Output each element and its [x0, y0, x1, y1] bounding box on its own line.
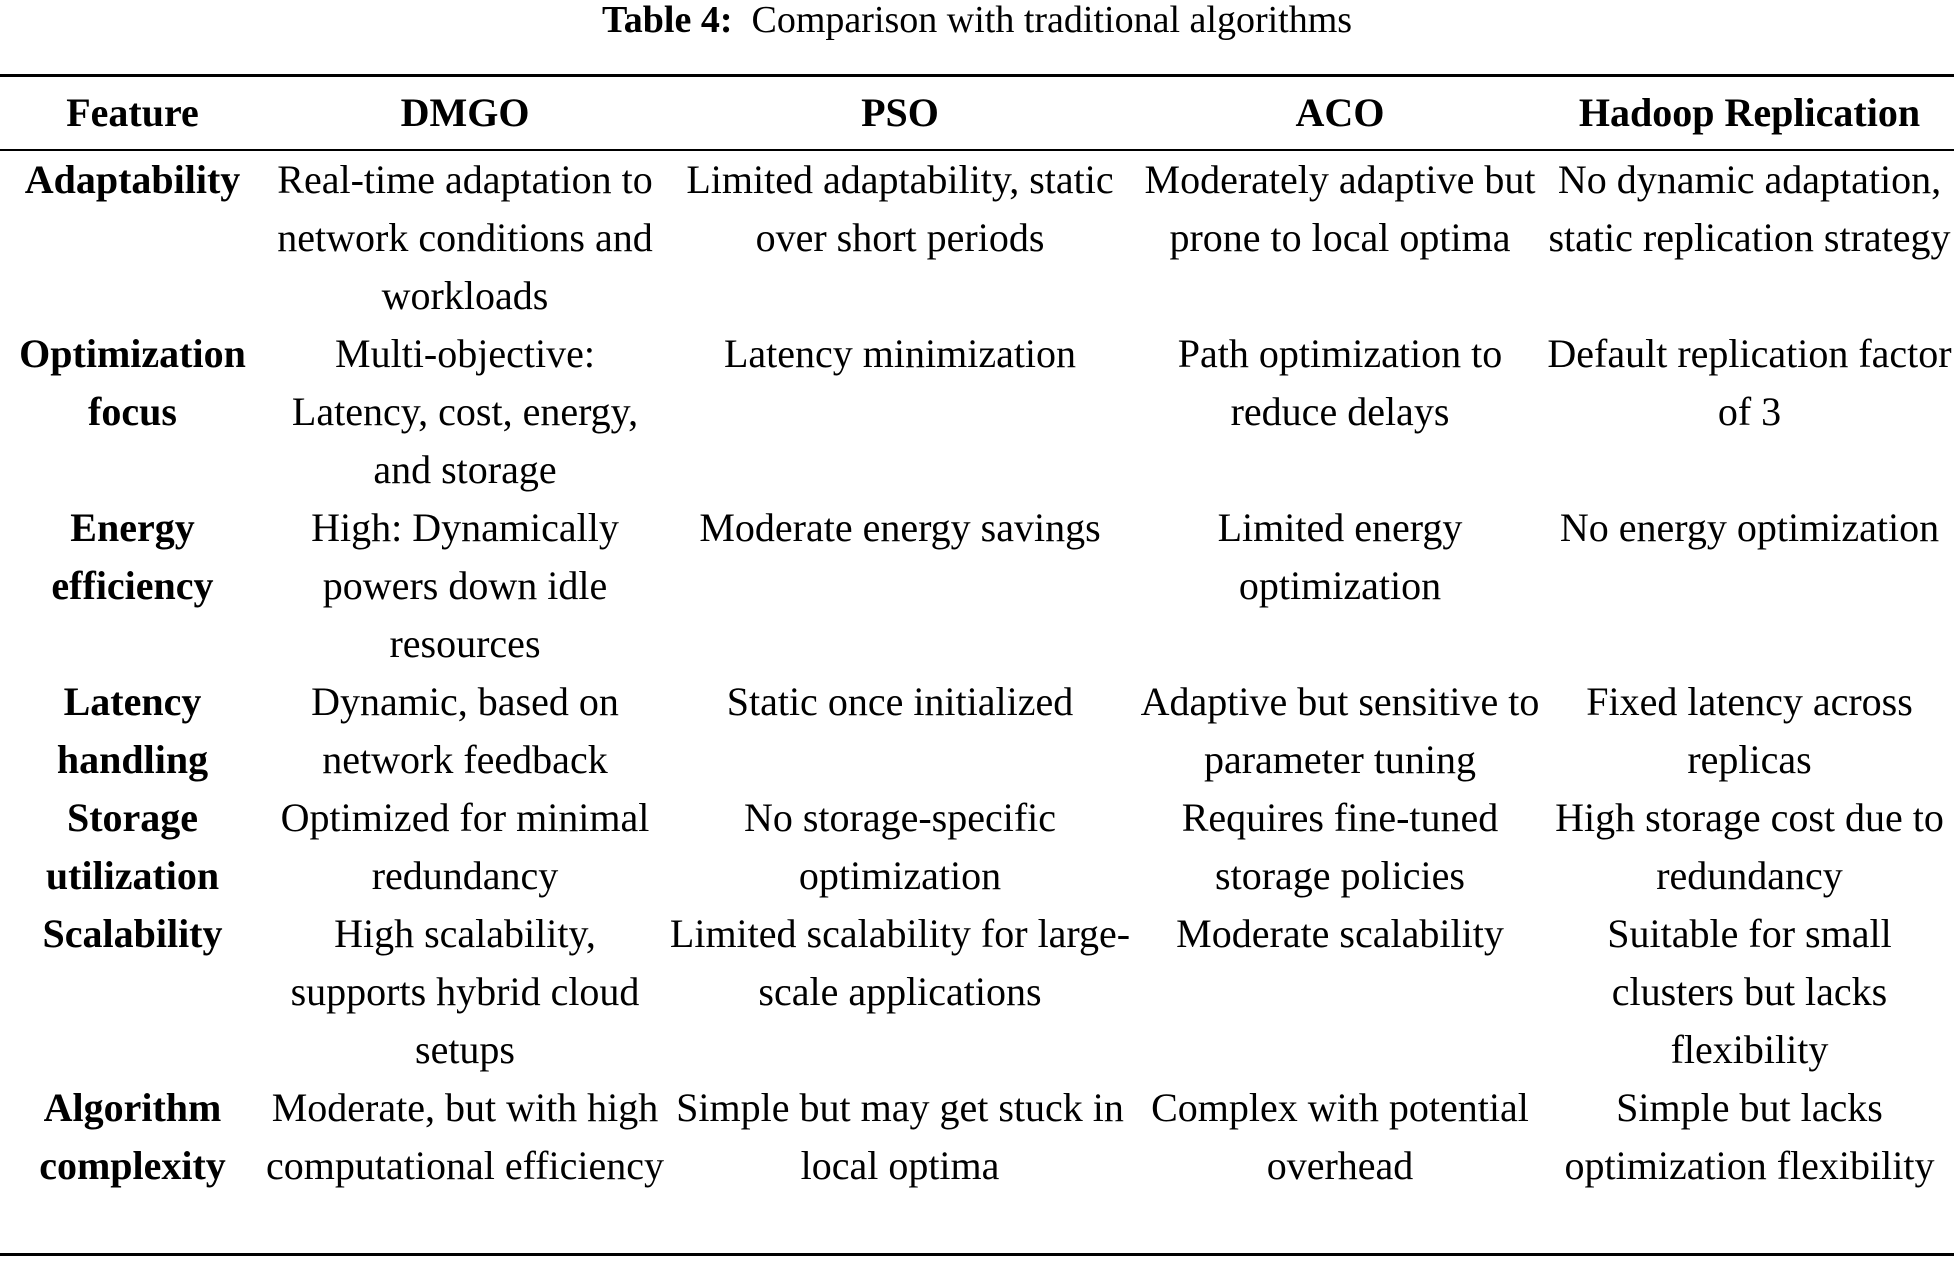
table-row — [0, 150, 1954, 325]
hadoop-cell: No energy optimization — [1559, 505, 1940, 550]
header-feature: Feature — [66, 90, 199, 135]
table-caption — [0, 0, 1954, 40]
table-row — [0, 325, 1954, 499]
dmgo-cell: Moderate, but with high computational efficiency — [266, 1085, 664, 1188]
feature-cell: Latency handling — [56, 679, 209, 782]
dmgo-cell: High: Dynamically powers down idle resources — [311, 505, 619, 666]
table-row — [0, 1079, 1954, 1255]
feature-cell: Storage utilization — [45, 795, 220, 898]
feature-cell: Adaptability — [24, 157, 241, 202]
pso-cell: Limited scalability for large-scale applications — [669, 911, 1131, 1014]
feature-cell: Scalability — [42, 911, 223, 956]
dmgo-cell: Optimized for minimal redundancy — [280, 795, 650, 898]
hadoop-cell: Fixed latency across replicas — [1586, 679, 1913, 782]
table-row — [0, 905, 1954, 1079]
pso-cell: Simple but may get stuck in local optima — [676, 1085, 1124, 1188]
feature-cell: Optimization focus — [19, 331, 246, 434]
feature-cell: Algorithm complexity — [39, 1085, 226, 1188]
caption-text: Comparison with traditional algorithms — [751, 0, 1353, 41]
comparison-table — [0, 74, 1954, 1256]
pso-cell: No storage-specific optimization — [743, 795, 1057, 898]
aco-cell: Moderately adaptive but prone to local optima — [1144, 157, 1536, 260]
header-aco: ACO — [1295, 90, 1385, 135]
aco-cell: Requires fine-tuned storage policies — [1181, 795, 1499, 898]
table-row — [0, 499, 1954, 673]
header-row — [0, 76, 1954, 151]
hadoop-cell: Default replication factor of 3 — [1547, 331, 1952, 434]
aco-cell: Complex with potential overhead — [1151, 1085, 1529, 1188]
header-pso: PSO — [861, 90, 939, 135]
header-hadoop: Hadoop Replication — [1578, 90, 1921, 135]
hadoop-cell: Simple but lacks optimization flexibility — [1564, 1085, 1935, 1188]
table-row — [0, 789, 1954, 905]
table-row — [0, 673, 1954, 789]
pso-cell: Moderate energy savings — [699, 505, 1101, 550]
caption-label: Table 4: — [601, 0, 733, 41]
header-dmgo: DMGO — [400, 90, 530, 135]
aco-cell: Moderate scalability — [1176, 911, 1504, 956]
feature-cell: Energy efficiency — [51, 505, 214, 608]
pso-cell: Static once initialized — [726, 679, 1074, 724]
aco-cell: Path optimization to reduce delays — [1177, 331, 1503, 434]
aco-cell: Limited energy optimization — [1217, 505, 1463, 608]
pso-cell: Limited adaptability, static over short periods — [686, 157, 1114, 260]
hadoop-cell: Suitable for small clusters but lacks flexibility — [1607, 911, 1892, 1072]
aco-cell: Adaptive but sensitive to parameter tuning — [1140, 679, 1540, 782]
dmgo-cell: Real-time adaptation to network conditions and workloads — [277, 157, 653, 318]
hadoop-cell: High storage cost due to redundancy — [1555, 795, 1944, 898]
dmgo-cell: High scalability, supports hybrid cloud setups — [290, 911, 640, 1072]
pso-cell: Latency minimization — [723, 331, 1077, 376]
dmgo-cell: Multi-objective: Latency, cost, energy, and storage — [291, 331, 639, 492]
hadoop-cell: No dynamic adaptation, static replication strategy — [1548, 157, 1951, 260]
dmgo-cell: Dynamic, based on network feedback — [311, 679, 619, 782]
